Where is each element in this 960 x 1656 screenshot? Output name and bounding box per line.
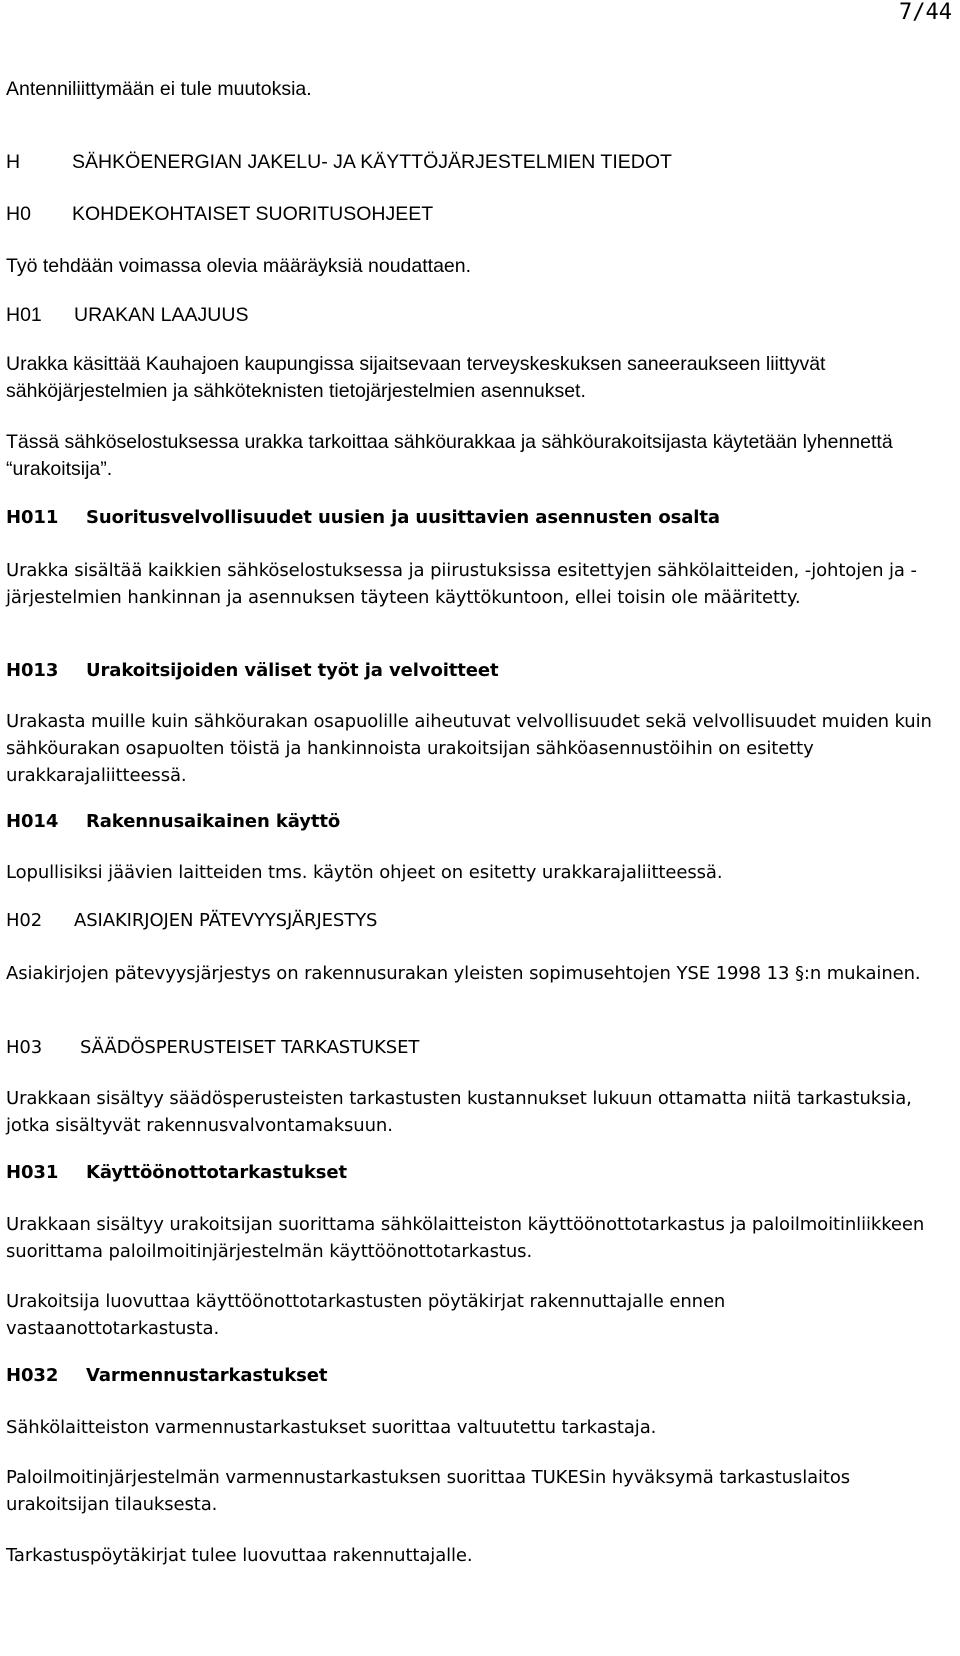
section-h031-paragraph-1: Urakkaan sisältyy urakoitsijan suorittama sähkölaitteiston käyttöönottotarkastus ja paloilmoitinliikkeen suorittama paloilmoitinjärjestelmän käyttöönottotarkastus. [6,1214,925,1262]
section-title: Käyttöönottotarkastukset [86,1162,347,1183]
section-h032-paragraph-2: Paloilmoitinjärjestelmän varmennustarkastuksen suorittaa TUKESin hyväksymä tarkastuslaitos urakoitsijan tilauksesta. [6,1467,851,1515]
section-h-heading [6,151,936,174]
section-code: H011 [6,507,59,528]
section-title: Suoritusvelvollisuudet uusien ja uusittavien asennusten osalta [86,507,720,528]
section-code: H032 [6,1365,59,1386]
section-code: H013 [6,660,59,681]
section-h031-paragraph-2: Urakoitsija luovuttaa käyttöönottotarkastusten pöytäkirjat rakennuttajalle ennen vastaanottotarkastusta. [6,1291,726,1339]
section-h01-paragraph-1: Urakka käsittää Kauhajoen kaupungissa sijaitsevaan terveyskeskuksen saneeraukseen liittyvät sähköjärjestelmien ja sähköteknisten tietojärjestelmien asennukset. [6,353,826,402]
section-title: ASIAKIRJOJEN PÄTEVYYSJÄRJESTYS [74,910,378,931]
intro-paragraph: Antenniliittymään ei tule muutoksia. [6,78,312,100]
section-h013-paragraph: Urakasta muille kuin sähköurakan osapuolille aiheutuvat velvollisuudet sekä velvollisuudet muiden kuin sähköurakan osapuolten töistä ja hankinnoista urakoitsijan sähköasennustöihin on esitetty urakkarajaliitteessä. [6,711,932,786]
section-code: H031 [6,1162,59,1183]
section-title: Rakennusaikainen käyttö [86,811,341,832]
section-code: H0 [6,203,31,225]
section-h03-heading [6,1037,936,1058]
section-h011-paragraph: Urakka sisältää kaikkien sähköselostuksessa ja piirustuksissa esitettyjen sähkölaitteiden, -johtojen ja -järjestelmien hankinnan ja asennuksen täyteen käyttökuntoon, ellei toisin ole määritetty. [6,560,917,608]
section-title: Urakoitsijoiden väliset työt ja velvoitteet [86,660,499,681]
section-h032-paragraph-1: Sähkölaitteiston varmennustarkastukset suorittaa valtuutettu tarkastaja. [6,1417,657,1438]
section-h014-paragraph: Lopullisiksi jäävien laitteiden tms. käytön ohjeet on esitetty urakkarajaliitteessä. [6,862,723,883]
section-title: Varmennustarkastukset [86,1365,328,1386]
section-code: H [6,151,21,173]
section-code: H02 [6,910,43,931]
section-code: H03 [6,1037,43,1058]
section-h0-heading [6,203,936,226]
section-h01-heading [6,304,936,327]
section-h02-heading [6,910,936,931]
section-h013-heading [6,660,936,681]
section-h032-heading [6,1365,936,1386]
page-number: 7/44 [899,0,952,25]
section-title: URAKAN LAAJUUS [74,304,249,326]
section-title: KOHDEKOHTAISET SUORITUSOHJEET [72,203,434,225]
section-h032-paragraph-3: Tarkastuspöytäkirjat tulee luovuttaa rakennuttajalle. [6,1545,473,1566]
section-h031-heading [6,1162,936,1183]
section-code: H014 [6,811,59,832]
section-h03-paragraph: Urakkaan sisältyy säädösperusteisten tarkastusten kustannukset lukuun ottamatta niitä tarkastuksia, jotka sisältyvät rakennusvalvontamaksuun. [6,1088,912,1136]
section-title: SÄÄDÖSPERUSTEISET TARKASTUKSET [80,1037,420,1058]
section-title: SÄHKÖENERGIAN JAKELU- JA KÄYTTÖJÄRJESTELMIEN TIEDOT [72,151,672,173]
section-h011-heading [6,507,936,528]
section-h0-paragraph: Työ tehdään voimassa olevia määräyksiä noudattaen. [6,255,472,277]
section-h01-paragraph-2: Tässä sähköselostuksessa urakka tarkoittaa sähköurakkaa ja sähköurakoitsijasta käytetään lyhennettä “urakoitsija”. [6,431,893,480]
section-code: H01 [6,304,42,326]
section-h02-paragraph: Asiakirjojen pätevyysjärjestys on rakennusurakan yleisten sopimusehtojen YSE 1998 13 §:n mukainen. [6,963,921,984]
section-h014-heading [6,811,936,832]
